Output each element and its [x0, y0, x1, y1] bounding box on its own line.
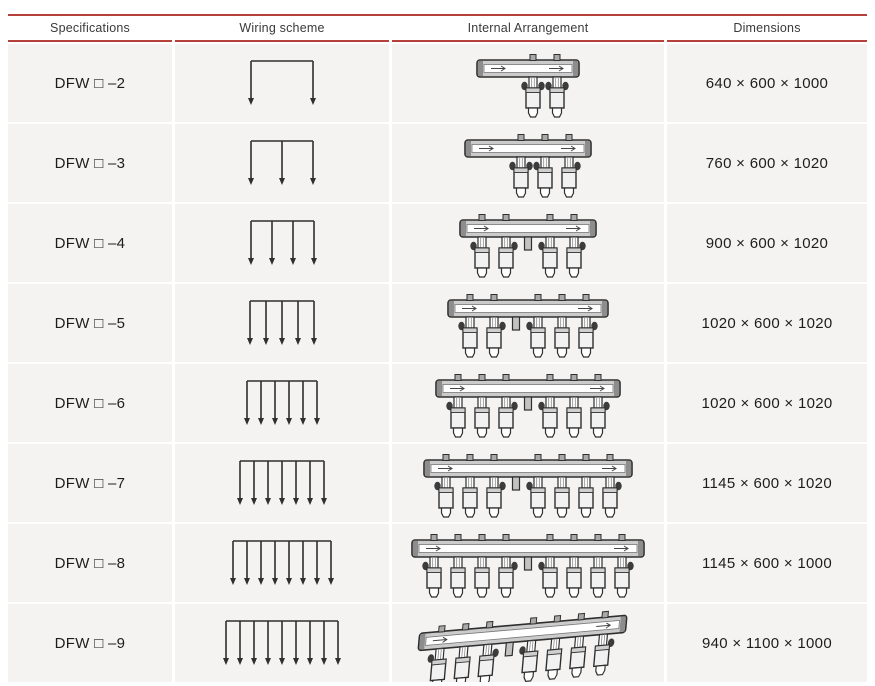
- internal-arrangement-cell: [392, 444, 664, 522]
- column-header-wiring-scheme: [175, 16, 389, 42]
- spec-cell: [8, 284, 172, 362]
- spec-label: DFW □ –2: [54, 74, 126, 92]
- dimensions-value: 1020 × 600 × 1020: [701, 394, 833, 412]
- spec-cell: [8, 364, 172, 442]
- internal-arrangement-cell: [392, 604, 664, 682]
- dimensions-value: 640 × 600 × 1000: [705, 74, 829, 92]
- spec-cell: [8, 204, 172, 282]
- table-row: [8, 444, 867, 522]
- wiring-scheme-cell: [175, 284, 389, 362]
- spec-label: DFW □ –6: [54, 394, 126, 412]
- wiring-scheme-cell: [175, 124, 389, 202]
- spec-label: DFW □ –3: [54, 154, 126, 172]
- internal-arrangement-drawing: [448, 204, 608, 282]
- dimensions-cell: [667, 124, 867, 202]
- dimensions-value: 1145 × 600 × 1020: [702, 474, 832, 492]
- table-row: [8, 284, 867, 362]
- internal-arrangement-drawing: [436, 284, 620, 362]
- spec-cell: [8, 604, 172, 682]
- wiring-scheme-diagram: [218, 615, 346, 671]
- dimensions-cell: [667, 604, 867, 682]
- wiring-scheme-diagram: [242, 295, 322, 351]
- spec-label: DFW □ –5: [54, 314, 126, 332]
- dimensions-cell: [667, 444, 867, 522]
- table-row: [8, 204, 867, 282]
- spec-cell: [8, 44, 172, 122]
- spec-cell: [8, 124, 172, 202]
- internal-arrangement-cell: [392, 44, 664, 122]
- table-body: [8, 44, 867, 682]
- dimensions-cell: [667, 524, 867, 602]
- wiring-scheme-cell: [175, 364, 389, 442]
- column-header-internal-arrangement: [392, 16, 664, 42]
- internal-arrangement-drawing: [400, 524, 656, 602]
- internal-arrangement-cell: [392, 204, 664, 282]
- dimensions-cell: [667, 284, 867, 362]
- dimensions-value: 760 × 600 × 1020: [705, 154, 829, 172]
- internal-arrangement-drawing: [412, 444, 644, 522]
- wiring-scheme-diagram: [243, 215, 322, 271]
- internal-arrangement-cell: [392, 364, 664, 442]
- wiring-scheme-cell: [175, 44, 389, 122]
- dimensions-value: 900 × 600 × 1020: [705, 234, 829, 252]
- spec-label: DFW □ –8: [54, 554, 126, 572]
- internal-arrangement-cell: [392, 284, 664, 362]
- table-row: [8, 44, 867, 122]
- dimensions-value: 1020 × 600 × 1020: [701, 314, 833, 332]
- wiring-scheme-diagram: [243, 135, 321, 191]
- column-header-label: Wiring scheme: [239, 21, 325, 35]
- dimensions-cell: [667, 44, 867, 122]
- spec-table: [8, 14, 867, 682]
- spec-cell: [8, 524, 172, 602]
- dimensions-value: 940 × 1100 × 1000: [702, 634, 832, 652]
- dimensions-cell: [667, 364, 867, 442]
- internal-arrangement-cell: [392, 124, 664, 202]
- dimensions-value: 1145 × 600 × 1000: [702, 554, 832, 572]
- internal-arrangement-drawing: [424, 364, 632, 442]
- table-row: [8, 124, 867, 202]
- column-header-dimensions: [667, 16, 867, 42]
- wiring-scheme-cell: [175, 524, 389, 602]
- column-header-specifications: [8, 16, 172, 42]
- wiring-scheme-cell: [175, 204, 389, 282]
- table-header-row: [8, 16, 867, 42]
- column-header-label: Specifications: [50, 21, 130, 35]
- spec-label: DFW □ –4: [54, 234, 126, 252]
- spec-label: DFW □ –9: [54, 634, 126, 652]
- internal-arrangement-drawing: [453, 124, 603, 202]
- dimensions-cell: [667, 204, 867, 282]
- internal-arrangement-cell: [392, 524, 664, 602]
- table-row: [8, 604, 867, 682]
- internal-arrangement-drawing: [465, 44, 591, 122]
- spec-cell: [8, 444, 172, 522]
- wiring-scheme-cell: [175, 444, 389, 522]
- internal-arrangement-drawing: [412, 604, 644, 682]
- table-row: [8, 364, 867, 442]
- wiring-scheme-cell: [175, 604, 389, 682]
- wiring-scheme-diagram: [232, 455, 332, 511]
- spec-label: DFW □ –7: [54, 474, 126, 492]
- table-row: [8, 524, 867, 602]
- column-header-label: Internal Arrangement: [467, 21, 589, 35]
- wiring-scheme-diagram: [239, 375, 325, 431]
- wiring-scheme-diagram: [243, 55, 321, 111]
- column-header-label: Dimensions: [733, 21, 801, 35]
- wiring-scheme-diagram: [225, 535, 339, 591]
